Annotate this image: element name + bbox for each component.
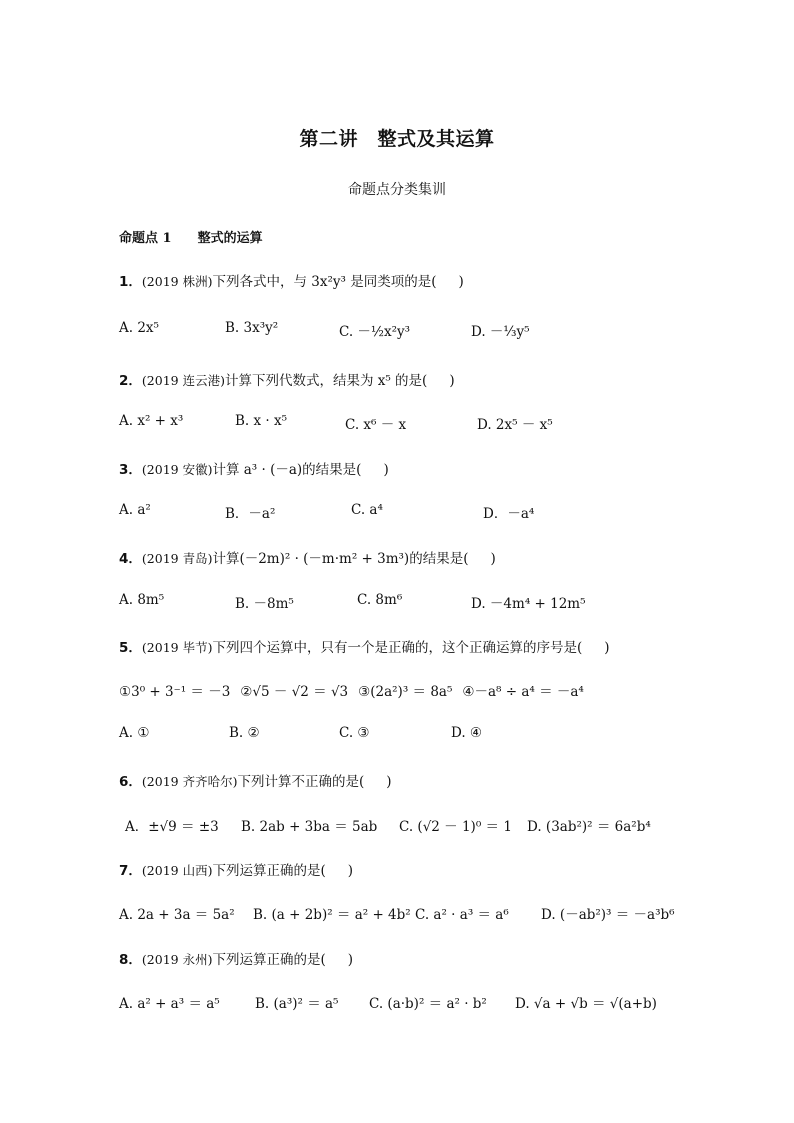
question-number: 7． [119,863,142,879]
question-source: (2019 齐齐哈尔) [141,774,238,789]
option-a: A. 2a + 3a ＝ 5a² [119,907,235,923]
question-7-options [119,903,759,923]
statement-4: ④－a⁸ ÷ a⁴ ＝ －a⁴ [462,684,584,700]
question-2-options [119,413,759,433]
option-c: C. －½x²y³ [339,324,411,340]
question-text: 下列各式中，与 3x²y³ 是同类项的是( [212,274,437,290]
question-text: 计算 a³ · (－a)的结果是( [212,462,362,478]
question-end: ) [458,274,464,290]
option-a: A. 8m⁵ [119,592,165,608]
option-c: C. 8m⁶ [357,592,403,608]
option-b: B. －8m⁵ [235,596,294,612]
question-text: 计算(－2m)² · (－m·m² + 3m³)的结果是( [212,551,469,567]
question-number: 2． [119,373,142,389]
question-end: ) [347,863,354,879]
question-text: 下列四个运算中，只有一个是正确的，这个正确运算的序号是( [212,640,583,656]
option-d: D．－a⁴ [483,506,535,522]
option-c: C. ③ [339,725,370,741]
option-d: D. (－ab²)³ ＝ －a³b⁶ [541,907,675,923]
option-c: C. a⁴ [351,502,383,518]
option-c: C. x⁶ － x [345,417,407,433]
question-6 [119,770,392,790]
option-c: C. a² · a³ ＝ a⁶ [415,907,509,923]
option-b: B. x · x⁵ [235,413,288,429]
question-7 [119,859,353,879]
option-d: D. ④ [451,725,483,741]
question-source: (2019 毕节) [141,640,213,655]
option-d: D. －4m⁴ + 12m⁵ [471,596,586,612]
question-source: (2019 连云港) [141,373,225,388]
option-b: B. (a³)² ＝ a⁵ [255,996,339,1012]
question-5 [119,636,610,656]
question-4-options [119,592,759,612]
page-title: 第二讲 整式及其运算 [299,128,495,150]
option-c: C. (a·b)² ＝ a² · b² [369,996,487,1012]
question-8-options [119,992,759,1012]
question-number: 3． [119,462,142,478]
option-d: D. －⅓y⁵ [471,324,530,340]
page-subtitle: 命题点分类集训 [348,182,446,198]
option-b: B. 3x³y² [225,320,279,336]
option-b: B. 2ab + 3ba ＝ 5ab [241,819,378,835]
option-a: A. x² + x³ [119,413,184,429]
question-end: ) [449,373,455,389]
question-number: 8． [119,952,142,968]
question-8 [119,948,353,968]
statement-1: ①3⁰ + 3⁻¹ ＝ －3 [119,684,231,700]
statement-2: ②√5 － √2 ＝ √3 [240,684,349,700]
question-1-options [119,320,759,340]
question-source: (2019 株洲) [141,274,213,289]
option-a: A. a² [119,502,151,518]
question-source: (2019 青岛) [141,551,213,566]
question-3-options [119,502,759,522]
question-source: (2019 山西) [141,863,213,878]
option-b: B．－a² [225,506,276,522]
option-b: B. ② [229,725,260,741]
option-a: A．±√9 ＝ ±3 [125,819,219,835]
question-end: ) [490,551,496,567]
option-a: A. 2x⁵ [119,320,159,336]
question-5-statements [119,680,594,700]
question-4 [119,547,496,567]
question-1 [119,270,464,290]
question-end: ) [383,462,389,478]
section-name: 整式的运算 [197,231,263,246]
question-5-options [119,725,759,745]
question-number: 5． [119,640,142,656]
section-heading [119,227,263,246]
option-c: C. (√2 － 1)⁰ ＝ 1 [399,819,512,835]
question-text: 下列运算正确的是( [212,952,326,968]
question-3 [119,458,389,478]
question-text: 计算下列代数式，结果为 x⁵ 的是( [224,373,428,389]
option-a: A. a² + a³ ＝ a⁵ [119,996,220,1012]
question-end: ) [347,952,354,968]
question-text: 下列运算正确的是( [212,863,326,879]
option-d: D. √a + √b ＝ √(a+b) [515,996,657,1012]
question-end: ) [604,640,610,656]
question-number: 6． [119,774,142,790]
option-d: D. 2x⁵ － x⁵ [477,417,553,433]
question-number: 1． [119,274,142,290]
question-2 [119,369,455,389]
question-6-options [119,815,759,835]
question-end: ) [386,774,392,790]
question-source: (2019 安徽) [141,462,213,477]
question-source: (2019 永州) [141,952,213,967]
option-b: B. (a + 2b)² ＝ a² + 4b² [253,907,411,923]
statement-3: ③(2a²)³ ＝ 8a⁵ [358,684,453,700]
option-a: A. ① [119,725,150,741]
option-d: D. (3ab²)² ＝ 6a²b⁴ [527,819,651,835]
question-number: 4． [119,551,142,567]
question-text: 下列计算不正确的是( [237,774,365,790]
section-label: 命题点 1 [119,231,172,246]
